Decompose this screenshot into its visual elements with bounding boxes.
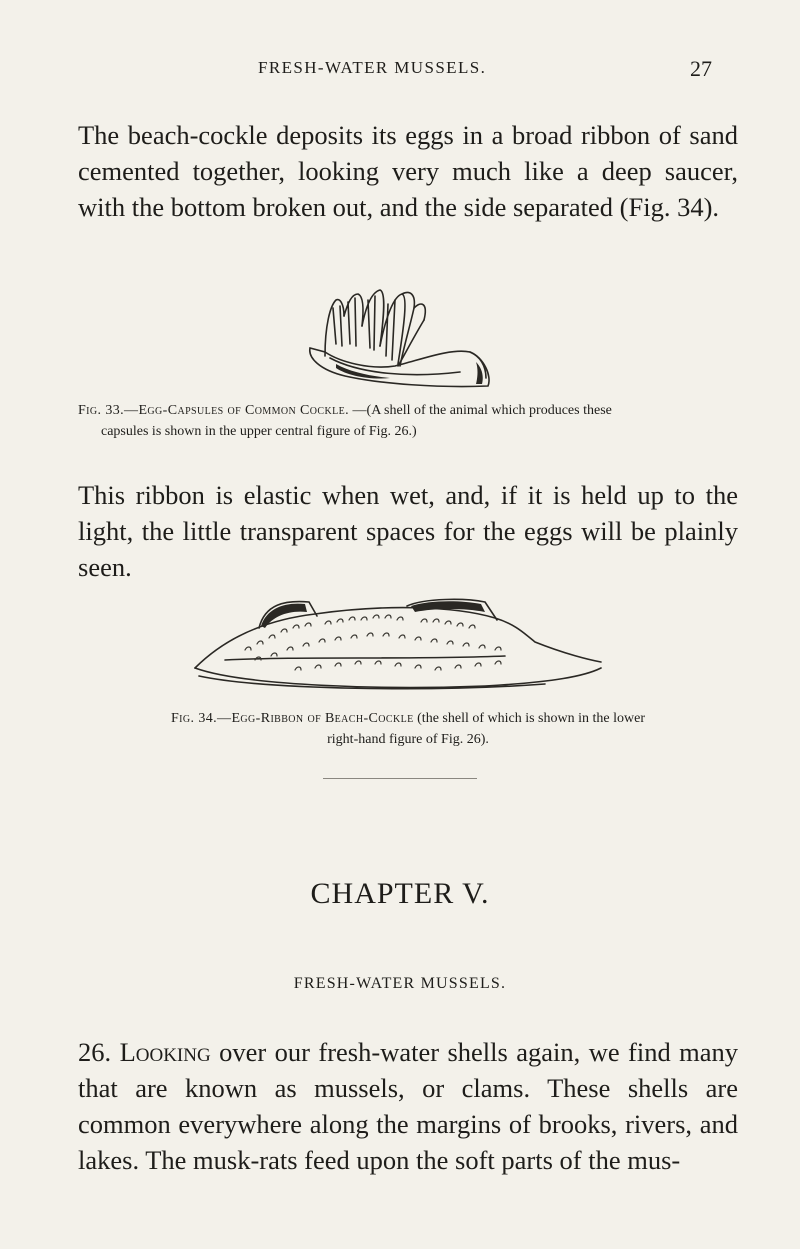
chapter-title: FRESH-WATER MUSSELS. [293, 975, 507, 992]
paragraph-number: 26. [78, 1037, 112, 1067]
running-head [0, 58, 800, 88]
figure-34-title: —Egg-Ribbon of Beach-Cockle [217, 711, 414, 726]
section-divider [323, 778, 477, 779]
figure-33-egg-capsules [300, 286, 500, 394]
figure-34-text-2: right-hand figure of Fig. 26). [327, 732, 489, 747]
page-number: 27 [690, 56, 712, 81]
paragraph-elastic-ribbon: This ribbon is elastic when wet, and, if it is held up to the light, the little transparent spaces for the eggs will be plainly seen. [78, 480, 738, 582]
figure-33-text: —(A shell of the animal which produces these [352, 403, 612, 418]
figure-34-egg-ribbon [185, 598, 611, 690]
figure-33-label: Fig. 33. [78, 403, 125, 418]
figure-34-label: Fig. 34. [171, 711, 218, 726]
figure-33-caption [78, 400, 738, 442]
figure-34-text: (the shell of which is shown in the lower [417, 711, 645, 726]
paragraph-looking-over [78, 1034, 738, 1178]
figure-33-text-2: capsules is shown in the upper central figure of Fig. 26.) [101, 424, 417, 439]
paragraph-lead-word: Looking [119, 1037, 211, 1067]
figure-34-caption [78, 708, 738, 750]
chapter-heading: CHAPTER V. [310, 877, 490, 910]
paragraph-beach-cockle: The beach-cockle deposits its eggs in a broad ribbon of sand cemented together, looking very much like a deep saucer, with the bottom broken out, and the side separated (Fig. 34). [78, 120, 738, 222]
paragraph-body: over our fresh-water shells again, we find many that are known as mussels, or clams. These shells are common everywhere along the margins of brooks, rivers, and lakes. The musk-rats feed upon the soft parts of the mus- [78, 1037, 739, 1175]
running-title: FRESH-WATER MUSSELS. [258, 58, 487, 77]
figure-33-title: —Egg-Capsules of Common Cockle. [124, 403, 350, 418]
